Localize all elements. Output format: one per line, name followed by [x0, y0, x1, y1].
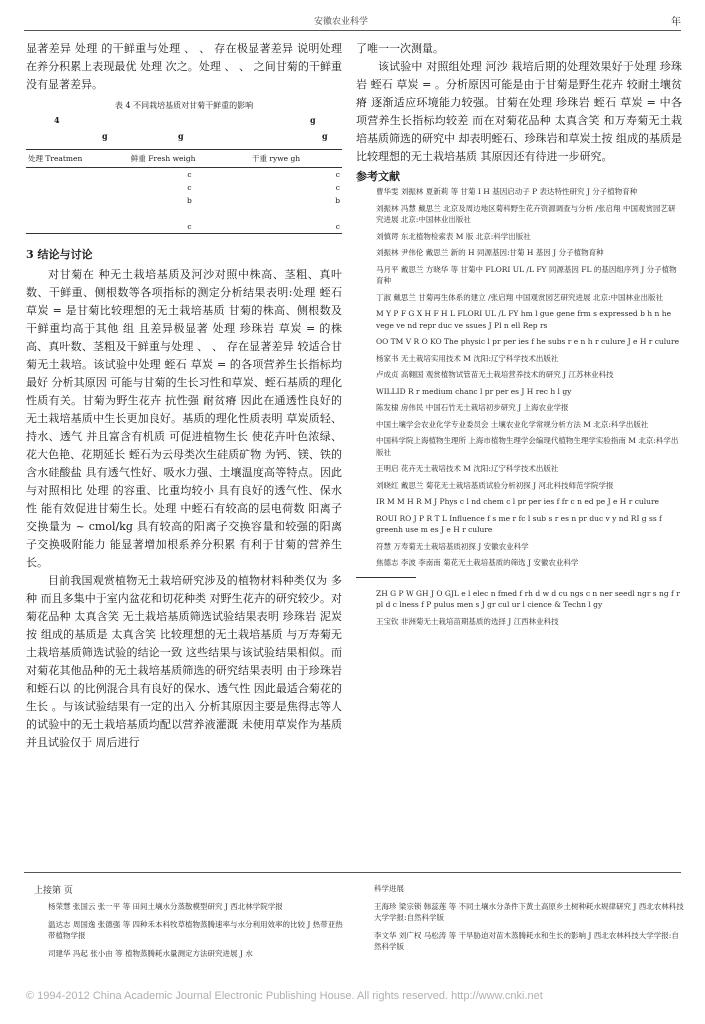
group-sub-3: g: [322, 131, 328, 141]
table-row: [26, 220, 342, 234]
reference-item: 刘晓红 戴思兰 菊花无土栽培基质试验分析初探 J 河北科技师范学院学报: [376, 480, 614, 490]
footer-right: [374, 883, 684, 959]
footer-references: [24, 872, 684, 958]
section-title: 3 结论与讨论: [26, 248, 93, 261]
footer-ref: 司建华 冯起 张小由 等 植物蒸腾耗水量测定方法研究进展 J 水: [48, 948, 253, 958]
reference-item: 刘振林 尹伟伦 戴思兰 新的 H 同源基因:甘菊 H 基因 J 分子植物育种: [376, 248, 604, 257]
reference-item: IR M M H R M J Phys c l nd chem c l pr per ies f fr c n ed pe J e H r culure: [376, 497, 659, 506]
reference-item: OO TM V R O KO The physic l pr per ies f he subs r e n h r culure J e H r culure: [376, 337, 680, 346]
continued-from-label: 上接第 页: [34, 886, 73, 896]
table-group-header: [26, 115, 342, 149]
reference-item: 马月平 戴思兰 方晓华 等 甘菊中 FLORI UL /L FY 同源基因 FL 的基因组序列 J 分子植物育种: [376, 264, 677, 285]
cell: [26, 181, 129, 194]
reference-item: M Y P F G X H F H L FLORI UL /L FY hm l gue gene frm s expressed b h n he vege ve nd repr duc ve ssues J Pl n ell Rep rs: [376, 309, 672, 330]
reference-item: 杨家书 无土栽培实用技术 M 沈阳:辽宁科学技术出版社: [376, 353, 559, 363]
reference-item: 王宝钦 非洲菊无土栽培苗期基质的选择 J 江西林业科技: [376, 616, 559, 626]
copyright-notice: © 1994-2012 China Academic Journal Electronic Publishing House. All rights reserved. http://www.cnki.net: [26, 990, 543, 1002]
cell: c: [129, 220, 250, 234]
footer-ref: 王海珍 梁宗锁 韩蕊莲 等 不同土壤水分条件下黄土高原乡土树种耗水规律研究 J 西北农林科技大学学报:自然科学版: [374, 901, 684, 922]
cell: [129, 207, 250, 220]
reference-item: ROUI RO J P R T L Influence f s me r fc l sub s r es n pr duc v y nd RI g ss f greenh use m es J e H r culure: [376, 513, 662, 534]
group-sub-2: g: [178, 131, 184, 141]
cell: c: [187, 170, 192, 179]
running-header: [24, 12, 681, 31]
cell: b: [335, 196, 340, 205]
table-row: [26, 194, 342, 207]
table-row: [26, 168, 342, 182]
reference-item: 刘振林 冯慧 戴思兰 北京及周边地区菊科野生花卉资源调查与分析 /张启翔 中国观赏园艺研究进展 北京:中国林业出版社: [376, 203, 676, 224]
reference-item: 丁淑 戴思兰 甘菊再生体系的建立 /张启翔 中国观赏园艺研究进展 北京:中国林业出版社: [376, 292, 663, 302]
reference-item: 符慧 万寿菊无土栽培基质初探 J 安徽农业科学: [376, 541, 529, 551]
reference-list-cont: [356, 588, 682, 628]
footer-ref: 温达志 周国逸 张德强 等 四种禾本科牧草植物蒸腾速率与水分利用效率的比较 J 热带亚热带植物学报: [48, 919, 343, 940]
right-column: [356, 40, 682, 632]
reference-item: WILLID R r medium chanc l pr per es J H rec h l gy: [376, 386, 572, 396]
table-caption: 表 4 不同栽培基质对甘菊干鲜重的影响: [114, 101, 254, 110]
footer-ref: 杨荣慧 张国云 张一平 等 田间土壤水分蒸散模型研究 J 西北林学院学报: [48, 902, 283, 911]
cell: [26, 207, 129, 220]
cell: [26, 194, 129, 207]
reference-item: 卢成贞 高翱国 观赏植物试管苗无土栽培营养技术的研究 J 江苏林业科技: [376, 370, 614, 379]
reference-list: [356, 186, 682, 569]
reference-item: 焦德志 李波 李南南 菊花无土栽培基质的筛选 J 安徽农业科学: [376, 558, 579, 567]
group-label-right: g: [310, 115, 316, 125]
reference-item: ZH G P W GH J O GJL e l elec n fmed f rh d w d cu ngs c n ner seedl ngr s ng f r pl d c lness f P pulus men s J gr cul ur l cience & Techn l gy: [376, 588, 680, 609]
reference-item: 中国土壤学会农业化学专业委员会 土壤农业化学常规分析方法 M 北京:科学出版社: [376, 419, 649, 429]
reference-item: 曹华雯 刘振林 夏新莉 等 甘菊 I H 基因启动子 P 表达特性研究 J 分子植物育种: [376, 187, 638, 196]
footer-left: [48, 901, 348, 965]
results-paragraph: 显著差异 处理 的干鲜重与处理 、 、 存在极显著差异 说明处理 在养分积累上表现最优 处理 次之。处理 、 、 之间甘菊的干鲜重没有显著差异。: [26, 42, 342, 91]
group-sub-1: g: [102, 131, 108, 141]
cell: c: [187, 183, 192, 192]
reference-item: 陈发棣 房伟民 中国石竹无土栽培初步研究 J 上海农业学报: [376, 403, 569, 412]
journal-name: 安徽农业科学: [314, 17, 369, 27]
table-row: [26, 181, 342, 194]
left-column: [26, 40, 342, 752]
continuation-paragraph: 了唯一一次测量。: [356, 42, 444, 55]
col-treatment: 处理 Treatmen: [26, 150, 129, 168]
reference-item: 王明启 花卉无土栽培技术 M 沈阳:辽宁科学技术出版社: [376, 464, 559, 473]
group-label-top: 4: [54, 115, 60, 125]
cell: c: [250, 220, 342, 234]
cell: [26, 168, 129, 182]
references-heading: 参考文献: [356, 170, 400, 183]
header-year: 年: [671, 17, 681, 28]
reference-item: 中国科学院上海植物生理所 上海市植物生理学会编现代植物生理学实验指南 M 北京:科学出版社: [376, 436, 679, 457]
footer-ref: 科学进展: [374, 884, 404, 893]
cell: c: [335, 170, 340, 179]
divider: [356, 577, 416, 578]
col-dry-weight: 干重 rywe gh: [250, 150, 342, 168]
cell: [26, 220, 129, 234]
footer-ref: 李文华 刘广权 马松涛 等 干旱胁迫对苗木蒸腾耗水和生长的影响 J 西北农林科技大学学报:自然科学版: [374, 930, 679, 951]
col-fresh-weight: 鲜重 Fresh weigh: [129, 150, 250, 168]
cell: c: [335, 183, 340, 192]
reference-item: 刘慎谔 东北植物检索表 M 版 北京:科学出版社: [376, 231, 531, 241]
conclusion-paragraph: 对甘菊在 种无土栽培基质及河沙对照中株高、茎粗、真叶数、干鲜重、侧根数等各项指标的测定分析结果表明:处理 蛭石 草炭 = 是甘菊比较理想的无土栽培基质 甘菊的株高、侧根数及干鲜重均高于其他 组 且差异极显著 处理 珍珠岩 草炭 = 的株高、真叶数、茎粗及干鲜重与处理 、 、 存在显著差异 较适合甘菊无土栽培。该试验中处理 蛭石 草炭 = 的各项营养生长指标均最好 分析其原因 可能与甘菊的生长习性和草炭、蛭石基质的理化性质有关。甘菊为野生花卉 抗性强 耐贫瘠 因此在通透性良好的无土栽培基质中生长更加良好。基质的理化性质表明 草炭质轻、持水、透气 并且富含有机质 可促进植物生长 使花卉叶色浓绿、花大色艳、花期延长 蛭石为云母类次生硅质矿物 为钙、镁、铁的含水硅酸盐 具有透气性好、吸水力强、土壤温度高等特点。因此 与对照相比 处理 的容重、比重均较小 具有良好的透气性、保水性 能有效促进甘菊生长。处理 中蛭石有较高的层电荷数 阳离子交换量为 ~ cmol/kg 具有较高的阳离子交换容量和较强的阳离子交换吸附能力 能显著增加根系养分积累 有利于甘菊的营养生长。: [26, 268, 342, 569]
cell: [250, 207, 342, 220]
discussion-paragraph-2: 该试验中 对照组处理 河沙 栽培后期的处理效果好于处理 珍珠岩 蛭石 草炭 = 。分析原因可能是由于甘菊是野生花卉 较耐土壤贫瘠 逐渐适应环境能力较强。甘菊在处理 珍珠岩 蛭石 草炭 = 中各项营养生长指标均较差 而在对菊花品种 太真含笑 和万寿菊无土栽培基质筛选的研究中 却表明蛭石、珍珠岩和草炭土按 组成的基质是比较理想的无土栽培基质 其原因还有待进一步研究。: [356, 60, 682, 163]
table-row: [26, 207, 342, 220]
discussion-paragraph: 目前我国观赏植物无土栽培研究涉及的植物材料种类仅为 多种 而且多集中于室内盆花和切花种类 对野生花卉的研究较少。对菊花品种 太真含笑 无土栽培基质筛选试验结果表明 珍珠岩 泥炭按 组成的基质是 太真含笑 比较理想的无土栽培基质 与万寿菊无土栽培基质筛选试验的结论一致 这些结果与该试验结果相似。而对菊花其他品种的无土栽培基质筛选的研究结果表明 由于珍珠岩和蛭石以 的比例混合具有良好的保水、透气性 因此最适合菊花的生长 。与该试验结果有一定的出入 分析其原因主要是焦得志等人的试验中的无土栽培基质均配以营养液灌溉 未使用草炭作为基质 并且试验仅于 周后进行: [26, 574, 342, 749]
biomass-table: [26, 149, 342, 234]
cell: b: [187, 196, 192, 205]
